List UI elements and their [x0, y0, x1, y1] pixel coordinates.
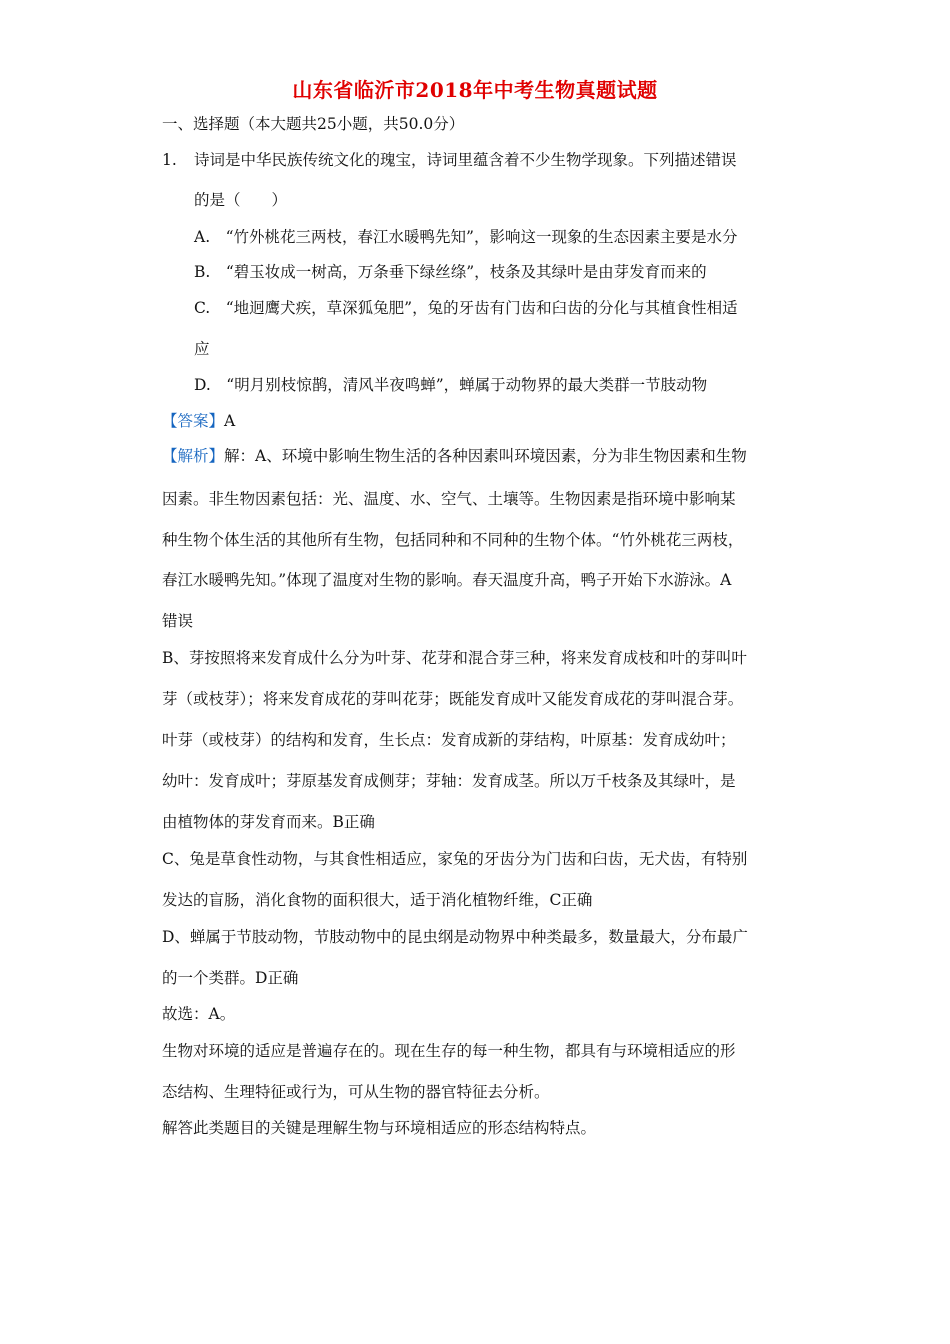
- answer-value: A: [224, 412, 236, 430]
- answer-row: [162, 411, 235, 431]
- question-stem-line: 的是（ ）: [194, 191, 288, 209]
- analysis-line: 发达的盲肠，消化食物的面积很大，适于消化植物纤维，C正确: [162, 891, 593, 909]
- analysis-line: 错误: [162, 612, 194, 630]
- analysis-line: 解答此类题目的关键是理解生物与环境相适应的形态结构特点。: [162, 1119, 597, 1137]
- analysis-line: 幼叶：发育成叶；芽原基发育成侧芽；芽轴：发育成茎。所以万千枝条及其绿叶，是: [162, 772, 736, 790]
- analysis-first-line: [162, 446, 747, 466]
- document-title: 山东省临沂市2018年中考生物真题试题: [292, 78, 658, 102]
- analysis-line: 的一个类群。D正确: [162, 969, 299, 987]
- question-number: 1.: [162, 151, 177, 169]
- option-c: C. “地迥鹰犬疾，草深狐兔肥”，兔的牙齿有门齿和臼齿的分化与其植食性相适: [194, 299, 738, 317]
- section-heading: 一、选择题（本大题共25小题，共50.0分）: [162, 115, 465, 133]
- analysis-line: 种生物个体生活的其他所有生物，包括同种和不同种的生物个体。“竹外桃花三两枝，: [162, 531, 744, 549]
- analysis-text: 解：A、环境中影响生物生活的各种因素叫环境因素，分为非生物因素和生物: [224, 447, 747, 465]
- analysis-line: B、芽按照将来发育成什么分为叶芽、花芽和混合芽三种，将来发育成枝和叶的芽叫叶: [162, 649, 747, 667]
- option-b: B. “碧玉妆成一树高，万条垂下绿丝绦”，枝条及其绿叶是由芽发育而来的: [194, 263, 707, 281]
- analysis-line: 叶芽（或枝芽）的结构和发育，生长点：发育成新的芽结构，叶原基：发育成幼叶；: [162, 731, 736, 749]
- analysis-line: 春江水暖鸭先知。”体现了温度对生物的影响。春天温度升高，鸭子开始下水游泳。A: [162, 571, 732, 589]
- question-stem-line: 诗词是中华民族传统文化的瑰宝，诗词里蕴含着不少生物学现象。下列描述错误: [194, 151, 737, 169]
- option-c-continued: 应: [194, 340, 210, 358]
- analysis-line: 芽（或枝芽）；将来发育成花的芽叫花芽；既能发育成叶又能发育成花的芽叫混合芽。: [162, 690, 744, 708]
- analysis-line: 因素。非生物因素包括：光、温度、水、空气、土壤等。生物因素是指环境中影响某: [162, 490, 736, 508]
- analysis-line: 由植物体的芽发育而来。B正确: [162, 813, 375, 831]
- analysis-line: 故选：A。: [162, 1005, 236, 1023]
- option-a: A. “竹外桃花三两枝，春江水暖鸭先知”，影响这一现象的生态因素主要是水分: [194, 228, 738, 246]
- analysis-line: C、兔是草食性动物，与其食性相适应，家兔的牙齿分为门齿和臼齿，无犬齿，有特别: [162, 850, 748, 868]
- answer-tag: 【答案】: [162, 412, 225, 430]
- analysis-line: 态结构、生理特征或行为，可从生物的器官特征去分析。: [162, 1083, 550, 1101]
- analysis-tag: 【解析】: [162, 447, 225, 465]
- analysis-line: 生物对环境的适应是普遍存在的。现在生存的每一种生物，都具有与环境相适应的形: [162, 1042, 736, 1060]
- analysis-line: D、蝉属于节肢动物，节肢动物中的昆虫纲是动物界中种类最多，数量最大，分布最广: [162, 928, 748, 946]
- option-d: D. “明月别枝惊鹊，清风半夜鸣蝉”，蝉属于动物界的最大类群一节肢动物: [194, 376, 708, 394]
